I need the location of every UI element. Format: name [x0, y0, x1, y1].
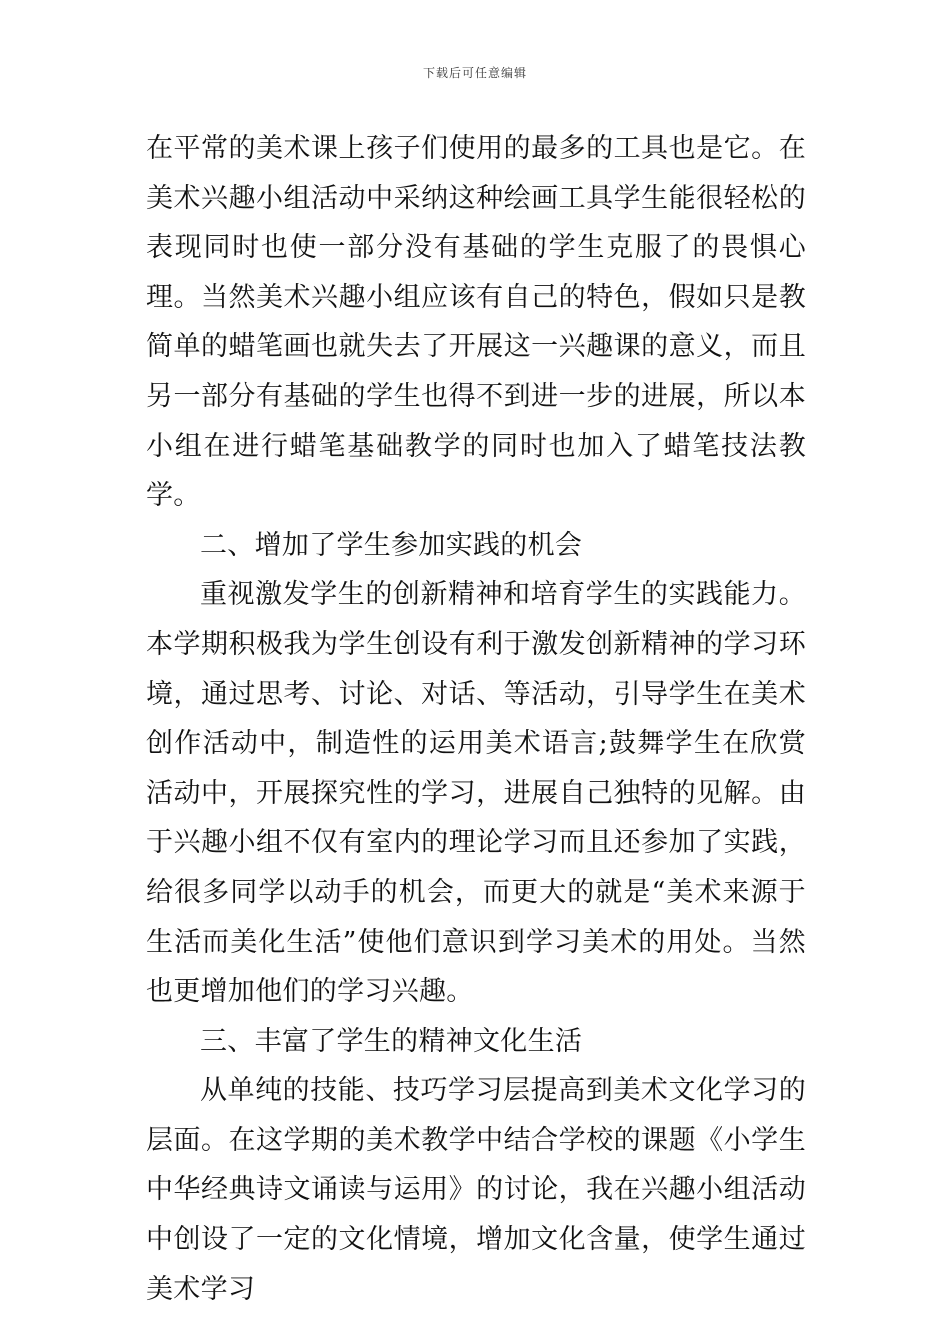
paragraph-practice: 重视激发学生的创新精神和培育学生的实践能力。本学期积极我为学生创设有利于激发创新精神的学习环境，通过思考、讨论、对话、等活动，引导学生在美术创作活动中，制造性的运用美术语言;鼓舞学生在欣赏活动中，开展探究性的学习，进展自己独特的见解。由于兴趣小组不仅有室内的理论学习而且还参加了实践，给很多同学以动手的机会，而更大的就是“美术来源于生活而美化生活”使他们意识到学习美术的用处。当然也更增加他们的学习兴趣。 [146, 579, 806, 1008]
paragraph-continuation: 在平常的美术课上孩子们使用的最多的工具也是它。在美术兴趣小组活动中采纳这种绘画工具学生能很轻松的表现同时也使一部分没有基础的学生克服了的畏惧心理。当然美术兴趣小组应该有自己的特色，假如只是教简单的蜡笔画也就失去了开展这一兴趣课的意义，而且另一部分有基础的学生也得不到进一步的进展，所以本小组在进行蜡笔基础教学的同时也加入了蜡笔技法教学。 [146, 133, 806, 512]
page-header: 下载后可任意编辑 [422, 66, 527, 80]
section-heading-2: 二、增加了学生参加实践的机会 [200, 529, 583, 561]
section-heading-3: 三、丰富了学生的精神文化生活 [200, 1025, 583, 1057]
paragraph-culture: 从单纯的技能、技巧学习层提高到美术文化学习的层面。在这学期的美术教学中结合学校的课题《小学生中华经典诗文诵读与运用》的讨论，我在兴趣小组活动中创设了一定的文化情境，增加文化含量，使学生通过美术学习 [146, 1075, 806, 1305]
document-body [146, 124, 806, 1314]
